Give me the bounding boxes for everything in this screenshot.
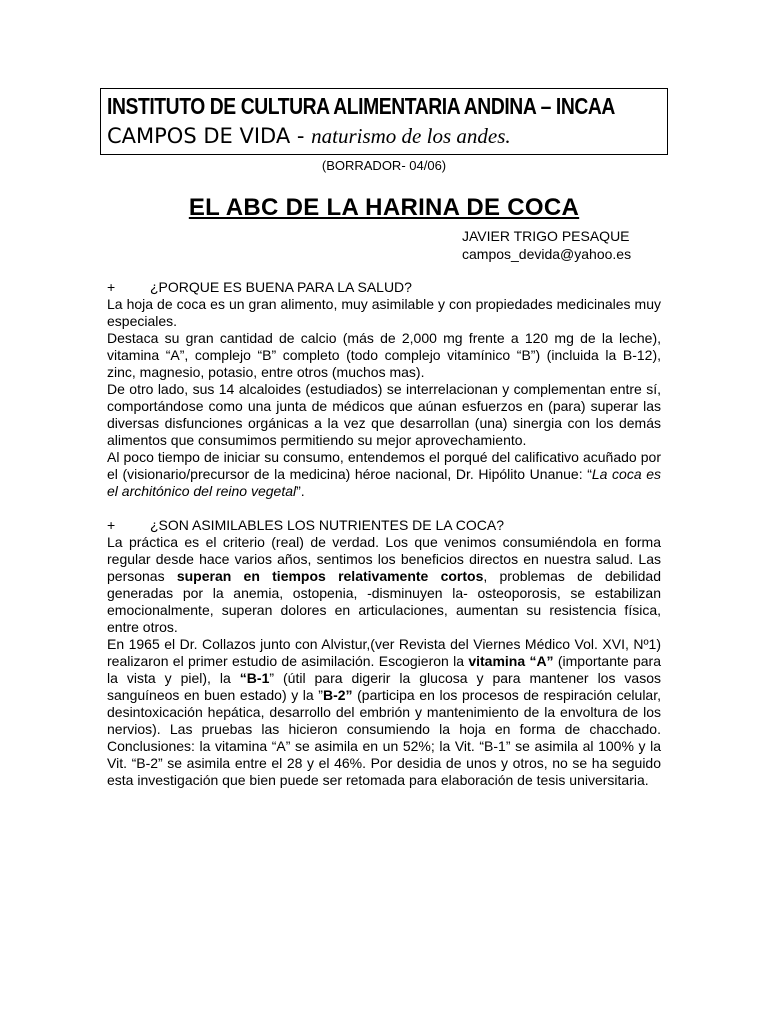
section1-paragraph-3: De otro lado, sus 14 alcaloides (estudiados) se interrelacionan y complementan entre sí, comportándose como una junta de médicos que aúnan esfuerzos en (para) superar las diversas disfunciones orgánicas a la vez que desarrollan (una) sinergia con los demás alimentos que consumimos permitiendo su mejor aprovechamiento. [107, 381, 661, 448]
p2-text-b: (importante para la vista y piel), la [107, 653, 662, 686]
p1-text-a: La práctica es el criterio (real) de verdad. Los que venimos consumiéndola en forma regular desde hace varios años, sentimos los beneficios directos en nuestra salud. Las personas [107, 534, 661, 584]
p2-text-d: (participa en los procesos de respiración celular, desintoxicación hepática, desarrollo del embrión y mantenimiento de la envoltura de los nervios). Las pruebas las hicieron consumiendo la hoja en forma de chacchado. Conclusiones: la vitamina “A” se asimila en un 52%; la Vit. “B-1” se asimila al 100% y la Vit. “B-2” se asimila entre el 28 y el 46%. Por desidia de unos y otros, no se ha seguido esta investigación que bien puede ser retomada para elaboración de tesis universitaria. [107, 687, 661, 788]
section1-paragraph-4 [107, 449, 661, 500]
section2-paragraph-1 [107, 534, 661, 636]
bullet-plus: + [107, 279, 116, 295]
b2-bold: B-2” [322, 687, 353, 703]
section1-question: ¿PORQUE ES BUENA PARA LA SALUD? [150, 279, 412, 295]
p2-text-a: En 1965 el Dr. Collazos junto con Alvistur,(ver Revista del Viernes Médico Vol. XVI, Nº1) realizaron el primer estudio de asimilación. Escogieron la [107, 636, 661, 669]
naturismo-subtitle: naturismo de los andes. [311, 124, 511, 148]
section2-heading [107, 517, 661, 534]
section1-heading [107, 279, 661, 296]
body-text [107, 279, 661, 789]
header-box [100, 88, 668, 155]
unanue-quote: La coca es el architónico del reino vegetal [107, 466, 661, 499]
b1-bold: “B-1 [239, 670, 270, 686]
draft-note: (BORRADOR- 04/06) [321, 158, 447, 173]
p2-text-c: ” (útil para digerir la glucosa y para mantener los vasos sanguíneos en buen estado) y la ” [107, 670, 662, 703]
p1-text-b: , problemas de debilidad generadas por la anemia, ostopenia, -disminuyen la- osteoporosis, se estabilizan emocionalmente, superan dolores en articulaciones, aumentan su resistencia física, entre otros. [107, 568, 661, 635]
institute-name: INSTITUTO DE CULTURA ALIMENTARIA ANDINA – INCAA [107, 93, 615, 119]
author-name: JAVIER TRIGO PESAQUE [462, 228, 630, 244]
p1-bold: superan en tiempos relativamente cortos [176, 568, 484, 584]
vitamin-a-bold: vitamina “A” [468, 653, 554, 669]
section2-paragraph-2 [107, 636, 661, 789]
campos-de-vida: CAMPOS DE VIDA [107, 124, 291, 148]
section1-paragraph-2: Destaca su gran cantidad de calcio (más de 2,000 mg frente a 120 mg de la leche), vitamina “A”, complejo “B” completo (todo complejo vitamínico “B”) (incluida la B-12), zinc, magnesio, potasio, entre otros (muchos mas). [107, 330, 661, 380]
p4-end: ”. [296, 483, 305, 499]
document-title: EL ABC DE LA HARINA DE COCA [188, 194, 580, 221]
p4-text: Al poco tiempo de iniciar su consumo, entendemos el porqué del calificativo acuñado por el (visionario/precursor de la medicina) héroe nacional, Dr. Hipólito Unanue: “ [107, 449, 661, 482]
section1-paragraph-1: La hoja de coca es un gran alimento, muy asimilable y con propiedades medicinales muy especiales. [107, 296, 661, 329]
bullet-plus: + [107, 517, 116, 533]
campos-line [107, 121, 659, 154]
campos-dash: - [290, 124, 312, 148]
author-block [462, 227, 631, 263]
section2-question: ¿SON ASIMILABLES LOS NUTRIENTES DE LA COCA? [150, 517, 504, 533]
author-email: campos_devida@yahoo.es [462, 246, 632, 262]
spacer [107, 500, 661, 517]
